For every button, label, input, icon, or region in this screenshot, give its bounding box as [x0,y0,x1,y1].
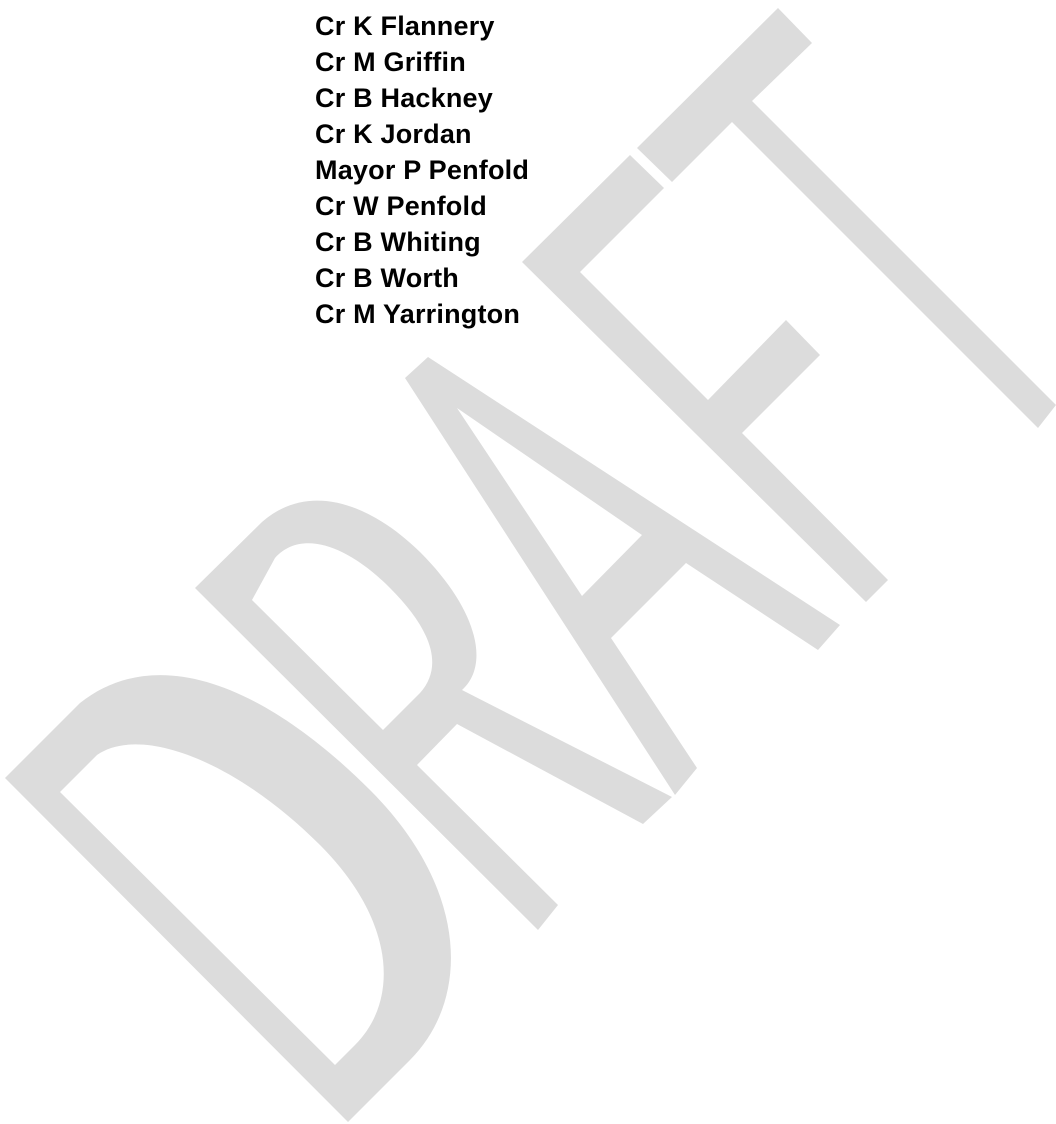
attendee-name: Mayor P Penfold [315,155,530,185]
watermark-letter-t [637,8,1056,428]
attendee-name: Cr B Worth [315,263,459,293]
attendee-name: Cr B Whiting [315,227,481,257]
attendee-name: Cr M Griffin [315,47,466,77]
attendee-name: Cr W Penfold [315,191,487,221]
attendee-name: Cr B Hackney [315,83,493,113]
attendee-name: Cr M Yarrington [315,299,521,329]
attendee-name: Cr K Flannery [315,11,495,41]
attendee-name: Cr K Jordan [315,119,472,149]
attendee-list [315,8,529,332]
